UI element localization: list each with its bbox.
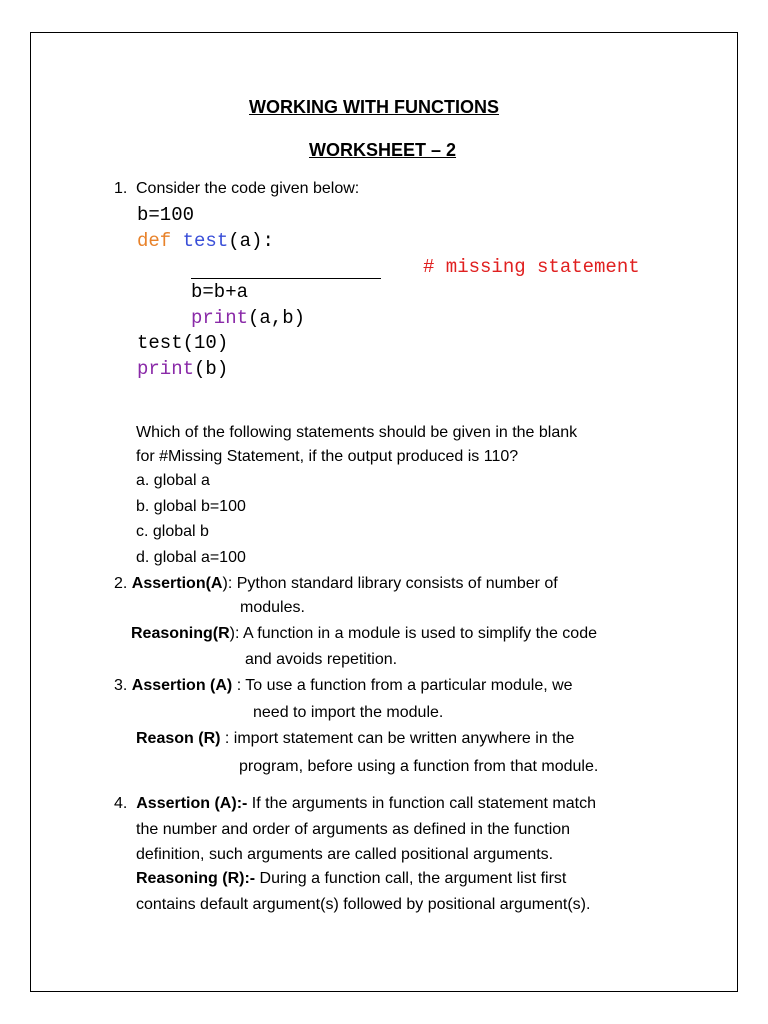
q3-number: 3. [114, 677, 128, 694]
q3-reason-label: Reason (R) [136, 730, 221, 747]
code-line-test-call [137, 331, 228, 355]
q1-prompt: Consider the code given below: [136, 180, 360, 197]
q4-assertion-line-2: the number and order of arguments as defined in the function [136, 821, 571, 838]
q4-reasoning-label: Reasoning (R):- [136, 870, 256, 887]
q4-assertion-line-3: definition, such arguments are called positional arguments. [136, 846, 554, 863]
worksheet-title: WORKING WITH FUNCTIONS [249, 97, 499, 117]
q3-reason-text: : import statement can be written anywhere in the [220, 730, 575, 747]
print-args-2: (b) [194, 358, 229, 380]
q2-reasoning-label-end: ) [229, 625, 235, 642]
q2-assertion-label: Assertion(A [131, 575, 223, 592]
q4-reasoning-row [136, 869, 566, 889]
q3-reason-line-2: program, before using a function from that module. [239, 758, 599, 775]
code-line-b100: b=100 [137, 204, 195, 226]
q2-reasoning-label: Reasoning(R [131, 625, 230, 642]
function-args: (a): [228, 230, 274, 252]
q1-option-a: a. global a [136, 472, 210, 489]
q3-assertion-row [114, 676, 573, 696]
q3-assertion-label: Assertion (A) [131, 677, 233, 694]
missing-statement-blank [191, 278, 381, 279]
q4-assertion-text: If the arguments in function call statement match [247, 795, 596, 812]
q2-number: 2. [114, 575, 128, 592]
q1-option-d: d. global a=100 [136, 549, 246, 566]
q3-reason-row [136, 729, 574, 749]
q4-reasoning-text: During a function call, the argument list first [255, 870, 567, 887]
q3-assertion-line-2: need to import the module. [253, 704, 444, 721]
worksheet-subtitle: WORKSHEET – 2 [309, 140, 457, 160]
q1-question-line-1: Which of the following statements should be given in the blank [136, 424, 578, 441]
q4-assertion-label: Assertion (A):- [136, 795, 248, 812]
code-line-def [137, 229, 274, 253]
code-line-bba: b=b+a [191, 281, 249, 303]
call-name: test [137, 332, 183, 354]
q2-assertion-text: : Python standard library consists of number of [227, 575, 558, 592]
def-keyword: def [137, 230, 172, 252]
missing-statement-comment: # missing statement [423, 256, 640, 278]
q2-assertion-row [114, 574, 558, 594]
q3-assertion-text: : To use a function from a particular module, we [232, 677, 573, 694]
q4-assertion-row [114, 794, 596, 814]
function-name: test [182, 230, 229, 252]
code-line-print-ab [191, 306, 305, 330]
q1-question-line-2: for #Missing Statement, if the output produced is 110? [136, 448, 519, 465]
q1-number: 1. [114, 180, 128, 197]
print-keyword: print [191, 307, 249, 329]
q2-reasoning-text: : A function in a module is used to simplify the code [235, 625, 597, 642]
print-keyword-2: print [137, 358, 195, 380]
q2-assertion-line-2: modules. [240, 599, 305, 616]
q2-reasoning-row [131, 624, 597, 644]
q2-assertion-label-end: ) [222, 575, 228, 592]
q1-option-c: c. global b [136, 523, 209, 540]
q4-reasoning-line-2: contains default argument(s) followed by positional argument(s). [136, 896, 591, 913]
call-args: (10) [182, 332, 229, 354]
q2-reasoning-line-2: and avoids repetition. [245, 651, 398, 668]
print-args: (a,b) [248, 307, 306, 329]
code-line-print-b [137, 357, 228, 381]
q4-number: 4. [114, 795, 128, 812]
q1-option-b: b. global b=100 [136, 498, 246, 515]
